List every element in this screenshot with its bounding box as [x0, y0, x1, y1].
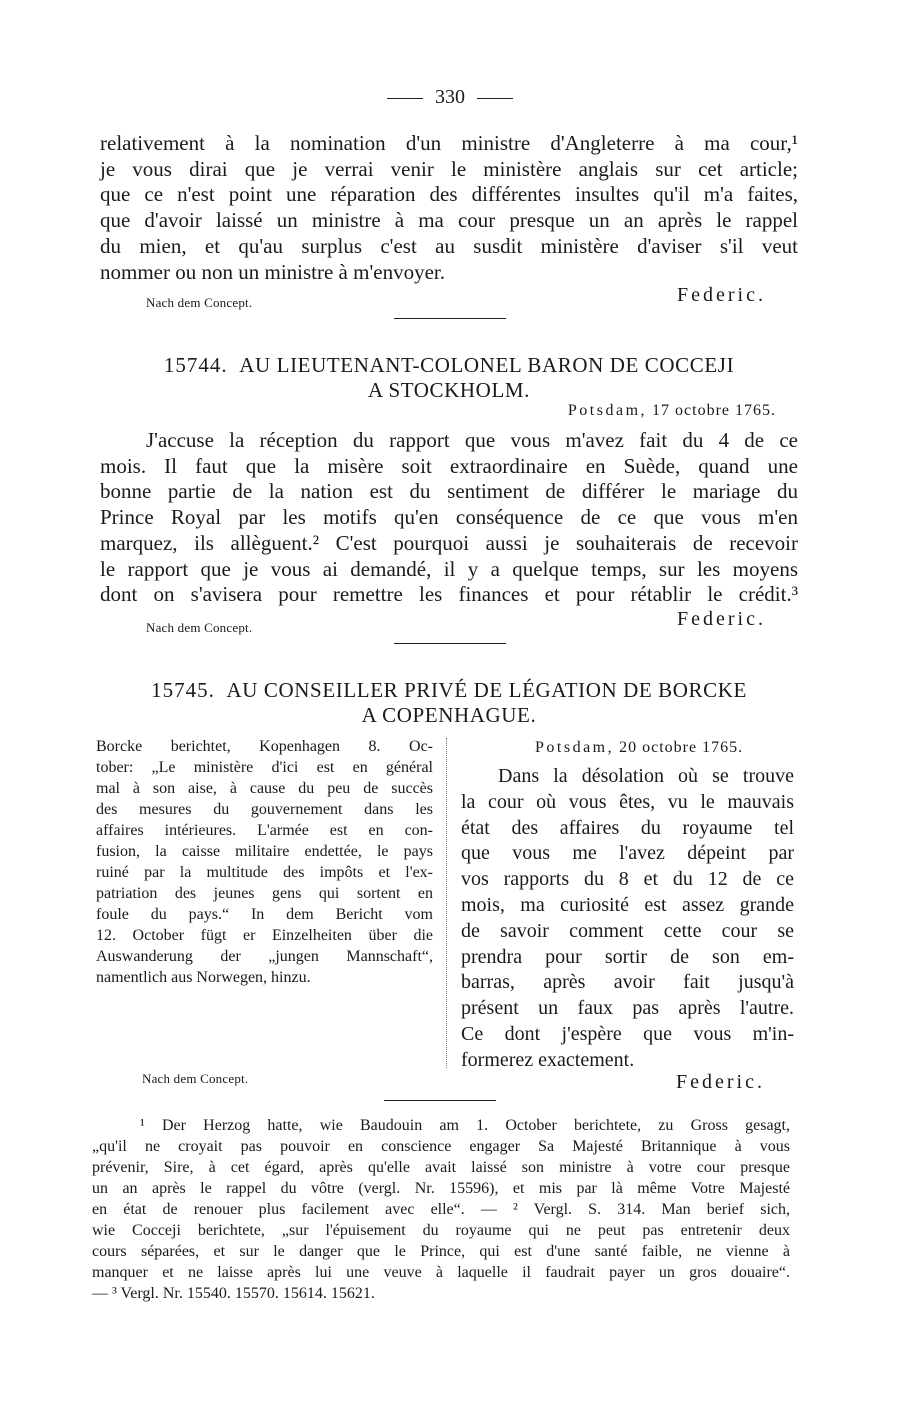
- summary-line: fusion, la caisse militaire endettée, le pays: [96, 843, 433, 860]
- letter-line: barras, après avoir fait jusqu'à: [461, 971, 794, 994]
- letter-heading: [100, 353, 798, 378]
- letter-line: état des affaires du royaume tel: [461, 816, 794, 839]
- footnote-line: en état de renouer plus facilement avec elle“. — ² Vergl. S. 314. Man berief sich,: [92, 1201, 790, 1218]
- summary-line: Auswanderung der „jungen Mannschaft“,: [96, 948, 433, 965]
- footnote-rule: [384, 1100, 496, 1101]
- letter-line: Prince Royal par les motifs qu'en conséquence de ce que vous m'en: [100, 505, 798, 530]
- letter-line: présent un faux pas après l'autre.: [461, 997, 794, 1020]
- dateline-date: 20 octobre 1765.: [619, 739, 744, 756]
- continuation-line: nommer ou non un ministre à m'envoyer.: [100, 259, 445, 284]
- letter-line: Ce dont j'espère que vous m'in-: [461, 1022, 794, 1045]
- dateline-date: 17 octobre 1765.: [652, 402, 776, 419]
- continuation-line: du mien, et qu'au surplus c'est au susdit ministère d'aviser s'il veut: [100, 233, 798, 258]
- page-number-header: [0, 86, 900, 109]
- footnotes: [92, 1115, 790, 1304]
- section-rule: [394, 643, 506, 644]
- letter-line: prendra pour sortir de son em-: [461, 945, 794, 968]
- letter-line: dont on s'avisera pour remettre les finances et pour rétablir le crédit.³: [100, 582, 798, 607]
- footnote-line: un an après le rappel du vôtre (vergl. Nr. 15596), et mis par là même Votre Majesté: [92, 1180, 790, 1197]
- letter-line: formerez exactement.: [461, 1048, 635, 1071]
- summary-line: foule du pays.“ In dem Bericht vom: [96, 906, 433, 923]
- letter-body: [461, 764, 794, 1074]
- letter-line: le rapport que je vous ai demandé, il y a quelque temps, sur les moyens: [100, 556, 798, 581]
- footnote-line: wie Cocceji berichtete, „sur l'épuisement du royaume qui ne peut pas entretenir deux: [92, 1222, 790, 1239]
- letter-heading-place: A STOCKHOLM.: [367, 378, 530, 402]
- signature: Federic.: [677, 608, 766, 630]
- footnote-line: prévenir, Sire, à cet égard, après qu'elle avait laissé son ministre à votre cour presque: [92, 1159, 790, 1176]
- letter-heading: [100, 678, 798, 703]
- dateline: [535, 739, 743, 757]
- letter-line: bonne partie de la nation est du sentiment de différer le mariage du: [100, 479, 798, 504]
- footnote-line: manquer et ne laisse après lui une veuve à laquelle il faudrait payer un gros douaire“.: [92, 1264, 790, 1281]
- continuation-line: que ce n'est point une réparation des différentes insultes qu'il m'a faites,: [100, 182, 798, 207]
- dateline-place: Potsdam,: [535, 739, 615, 756]
- summary-line: Borcke berichtet, Kopenhagen 8. Oc-: [96, 738, 433, 755]
- letter-summary: [96, 736, 433, 988]
- signature: Federic.: [677, 284, 766, 306]
- summary-line: patriation des jeunes gens qui sortent en: [96, 885, 433, 902]
- letter-line: que vous me l'avez dépeint par: [461, 842, 794, 865]
- footnote-line: — ³ Vergl. Nr. 15540. 15570. 15614. 15621.: [92, 1285, 375, 1302]
- letter-line: marquez, ils allèguent.² C'est pourquoi aussi je souhaiterais de recevoir: [100, 530, 798, 555]
- letter-line: J'accuse la réception du rapport que vous m'avez fait du 4 de ce: [146, 428, 798, 452]
- summary-line: des mesures du gouvernement dans les: [96, 801, 433, 818]
- section-rule: [394, 318, 506, 319]
- source-note: Nach dem Concept.: [146, 295, 253, 310]
- letter-line: mois. Il faut que la misère soit extraordinaire en Suède, quand une: [100, 453, 798, 478]
- signature: Federic.: [676, 1071, 765, 1093]
- summary-line: ruiné par la multitude des impôts et l'ex-: [96, 864, 433, 881]
- dateline-place: Potsdam,: [567, 402, 648, 419]
- letter-line: la cour où vous êtes, vu le mauvais: [461, 790, 794, 813]
- continuation-line: je vous dirai que je verrai venir le ministère anglais sur cet article;: [100, 156, 798, 181]
- letter-number: 15744.: [163, 353, 228, 377]
- footnote-line: „qu'il ne croyait pas pouvoir en conscience engager Sa Majesté Britannique à vous: [92, 1138, 790, 1155]
- letter-addressee: AU LIEUTENANT-COLONEL BARON DE COCCEJI: [239, 353, 735, 377]
- continuation-line: relativement à la nomination d'un ministre d'Angleterre à ma cour,¹: [100, 131, 798, 155]
- summary-line: mal à son aise, à cause du peu de succès: [96, 780, 433, 797]
- header-dash-left: [387, 98, 423, 99]
- letter-body: [100, 428, 798, 608]
- page-number: 330: [435, 86, 465, 108]
- footnote-line: cours séparées, et sur le danger que le Prince, qui est d'une santé faible, ne vienne à: [92, 1243, 790, 1260]
- column-divider: [446, 738, 447, 1068]
- source-note: Nach dem Concept.: [146, 620, 253, 635]
- summary-line: namentlich aus Norwegen, hinzu.: [96, 969, 311, 986]
- summary-line: affaires intérieures. L'armée est en con-: [96, 822, 433, 839]
- letter-addressee: AU CONSEILLER PRIVÉ DE LÉGATION DE BORCKE: [226, 678, 747, 702]
- letter-line: de savoir comment cette cour se: [461, 919, 794, 942]
- summary-line: 12. October fügt er Einzelheiten über die: [96, 927, 433, 944]
- letter-number: 15745.: [151, 678, 215, 702]
- letter-line: Dans la désolation où se trouve: [498, 765, 794, 787]
- footnote-line: ¹ Der Herzog hatte, wie Baudouin am 1. October berichtete, zu Gross gesagt,: [140, 1117, 790, 1134]
- letter-line: mois, ma curiosité est assez grande: [461, 893, 794, 916]
- dateline: [568, 402, 776, 420]
- source-note: Nach dem Concept.: [142, 1071, 249, 1086]
- letter-heading-place: A COPENHAGUE.: [361, 703, 537, 727]
- continuation-line: que d'avoir laissé un ministre à ma cour presque un an après le rappel: [100, 208, 798, 233]
- header-dash-right: [477, 98, 513, 99]
- continuation-paragraph: [100, 131, 798, 285]
- letter-line: vos rapports du 8 et du 12 de ce: [461, 868, 794, 891]
- summary-line: tober: „Le ministère d'ici est en général: [96, 759, 433, 776]
